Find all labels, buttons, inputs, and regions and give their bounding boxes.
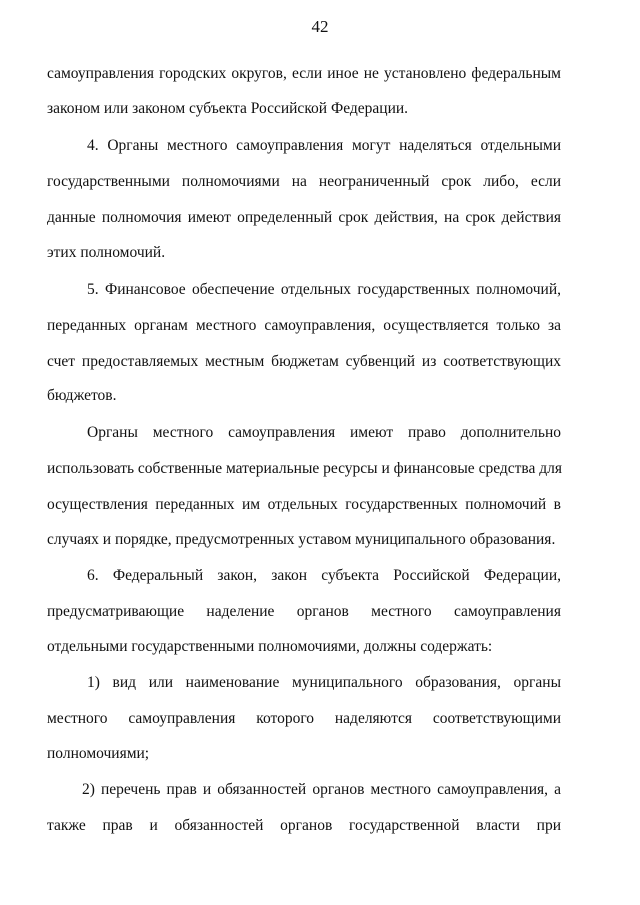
- text-line: счет предоставляемых местным бюджетам субвенций из соответствующих: [47, 353, 561, 370]
- text-line: переданных органам местного самоуправления, осуществляется только за: [47, 317, 561, 334]
- text-line: 4. Органы местного самоуправления могут наделяться отдельными: [87, 137, 561, 154]
- text-line: 6. Федеральный закон, закон субъекта Российской Федерации,: [87, 567, 561, 584]
- page-number: 42: [311, 17, 329, 36]
- text-line: предусматривающие наделение органов местного самоуправления: [47, 603, 561, 620]
- text-line: законом или законом субъекта Российской Федерации.: [47, 100, 409, 117]
- text-line: 5. Финансовое обеспечение отдельных государственных полномочий,: [87, 281, 561, 298]
- text-line: Органы местного самоуправления имеют право дополнительно: [87, 424, 561, 441]
- text-line: самоуправления городских округов, если иное не установлено федеральным: [47, 65, 561, 82]
- text-line: данные полномочия имеют определенный срок действия, на срок действия: [47, 209, 561, 226]
- text-line: 2) перечень прав и обязанностей органов местного самоуправления, а: [82, 781, 561, 798]
- text-line: бюджетов.: [47, 387, 117, 404]
- text-line: государственными полномочиями на неограниченный срок либо, если: [47, 173, 561, 190]
- text-line: осуществления переданных им отдельных государственных полномочий в: [47, 496, 561, 513]
- text-line: использовать собственные материальные ресурсы и финансовые средства для: [47, 460, 563, 477]
- text-line: также прав и обязанностей органов государственной власти при: [47, 817, 561, 834]
- text-line: отдельными государственными полномочиями, должны содержать:: [47, 638, 493, 655]
- text-line: случаях и порядке, предусмотренных уставом муниципального образования.: [47, 531, 556, 548]
- text-line: этих полномочий.: [47, 244, 166, 261]
- text-line: полномочиями;: [47, 745, 150, 762]
- text-line: 1) вид или наименование муниципального образования, органы: [87, 674, 561, 691]
- text-line: местного самоуправления которого наделяются соответствующими: [47, 710, 561, 727]
